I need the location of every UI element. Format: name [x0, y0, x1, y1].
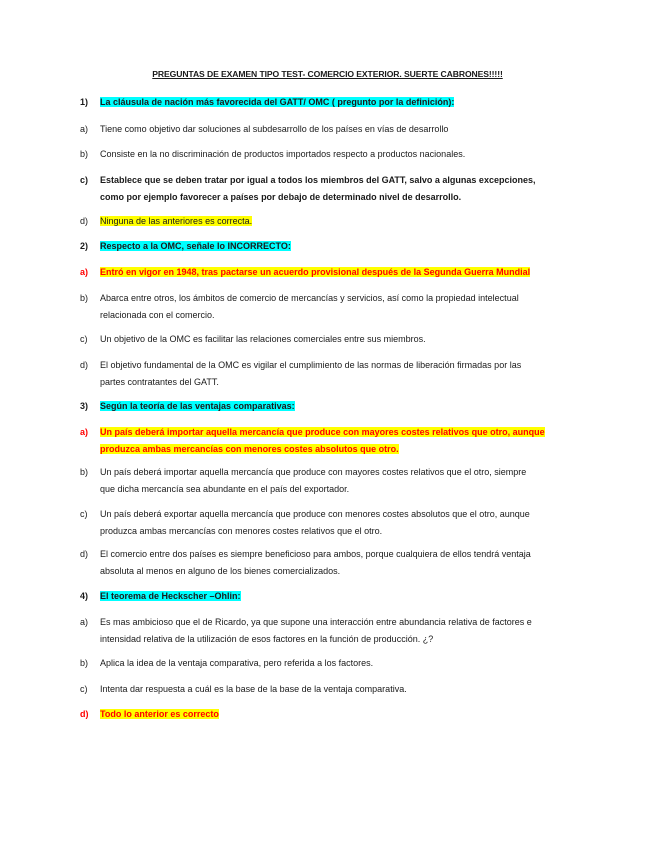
question-text: El teorema de Heckscher –Ohlin: — [100, 591, 241, 601]
option-text: Ninguna de las anteriores es correcta. — [100, 216, 253, 226]
option-text: El objetivo fundamental de la OMC es vigilar el cumplimiento de las normas de liberación firmadas por las partes contratantes del GATT. — [100, 360, 522, 387]
option-text: El comercio entre dos países es siempre beneficioso para ambos, porque cualquiera de ellos tendrá ventaja absoluta al menos en alguno de los bienes comercializados. — [100, 549, 531, 576]
document-page: PREGUNTAS DE EXAMEN TIPO TEST- COMERCIO EXTERIOR. SUERTE CABRONES!!!!! 1) La cláusula de nación más favorecida del GATT/ OMC ( pregunto por la definición): a) Tiene como objetivo dar soluciones al subdesarrollo de los países en vías de desarrollo b) Consiste en la no discriminación de productos importados respecto a productos nacionales. c) Establece que se deben tratar por igual a todos los miembros del GATT, salvo a algunas excepciones, como por ejemplo favorecer a países por debajo de determinado nivel de desarrollo. d) Ninguna de las anteriores es correcta. 2) Respecto a la OMC, señale lo INCORRECTO: a) Entró en vigor en 1948, tras pactarse un acuerdo provisional después de la Segunda Guerra Mundial b) Abarca entre otros, los ámbitos de comercio de mercancías y servicios, así como la propiedad intelectual relacionada con el comercio. c) Un objetivo de la OMC es facilitar las relaciones comerciales entre sus miembros. d) El objetivo fundamental de la OMC es vigilar el cumplimiento de las normas de liberación firmadas por las partes contratantes del GATT. 3) Según la teoría de las ventajas comparativas: a) Un país deberá importar aquella mercancía que produce con mayores costes relativos que otro, aunque produzca ambas mercancías con menores costes absolutos que otro. b) Un país deberá importar aquella mercancía que produce con mayores costes relativos que el otro, siempre que dicha mercancía sea abundante en el país del exportador. c) Un país deberá exportar aquella mercancía que produce con menores costes absolutos que el otro, aunque produzca ambas mercancías con menores costes relativos que el otro. d) El comercio entre dos países es siempre beneficioso para ambos, porque cualquiera de ellos tendrá ventaja absoluta al menos en alguno de los bienes comercializados. 4) El teorema de Heckscher –Ohlin: a) Es mas ambicioso que el de Ricardo, ya que supone una interacción entre abundancia relativa de factores e intensidad relativa de la utilización de esos factores en la función de producción. ¿? b) Aplica la idea de la ventaja comparativa, pero referida a los factores. c) Intenta dar respuesta a cuál es la base de la base de la ventaja comparativa. d) Todo lo anterior es correcto — [0, 0, 655, 848]
question-number: 2) — [80, 241, 89, 251]
question-number: 4) — [80, 591, 89, 601]
question-number: 1) — [80, 97, 89, 107]
option-text: Entró en vigor en 1948, tras pactarse un acuerdo provisional después de la Segunda Guerra Mundial — [100, 267, 531, 277]
option-text: Un país deberá exportar aquella mercancía que produce con menores costes absolutos que el otro, aunque produzca ambas mercancías con menores costes relativos que el otro. — [100, 509, 530, 536]
option-text: Intenta dar respuesta a cuál es la base de la base de la ventaja comparativa. — [100, 684, 407, 694]
option-text: Es mas ambicioso que el de Ricardo, ya que supone una interacción entre abundancia relativa de factores e intensidad relativa de la utilización de esos factores en la función de producción. ¿? — [100, 617, 532, 644]
option-text: Un objetivo de la OMC es facilitar las relaciones comerciales entre sus miembros. — [100, 334, 426, 344]
option-text: Consiste en la no discriminación de productos importados respecto a productos nacionales. — [100, 149, 466, 159]
option-text: Aplica la idea de la ventaja comparativa, pero referida a los factores. — [100, 658, 374, 668]
question-text: Respecto a la OMC, señale lo INCORRECTO: — [100, 241, 291, 251]
question-text: Según la teoría de las ventajas comparativas: — [100, 401, 295, 411]
question-number: 3) — [80, 401, 89, 411]
document-title: PREGUNTAS DE EXAMEN TIPO TEST- COMERCIO EXTERIOR. SUERTE CABRONES!!!!! — [152, 69, 503, 79]
option-text: Un país deberá importar aquella mercancía que produce con mayores costes relativos que otro, aunque produzca ambas mercancías con menores costes absolutos que otro. — [100, 427, 545, 454]
option-text: Abarca entre otros, los ámbitos de comercio de mercancías y servicios, así como la propiedad intelectual relacionada con el comercio. — [100, 293, 519, 320]
option-text: Todo lo anterior es correcto — [100, 709, 219, 719]
option-text: Tiene como objetivo dar soluciones al subdesarrollo de los países en vías de desarrollo — [100, 124, 449, 134]
option-text: Un país deberá importar aquella mercancía que produce con mayores costes relativos que el otro, siempre que dicha mercancía sea abundante en el país del exportador. — [100, 467, 527, 494]
question-text: La cláusula de nación más favorecida del GATT/ OMC ( pregunto por la definición): — [100, 97, 455, 107]
option-text: Establece que se deben tratar por igual a todos los miembros del GATT, salvo a algunas excepciones, como por ejemplo favorecer a países por debajo de determinado nivel de desarrollo. — [100, 175, 536, 202]
